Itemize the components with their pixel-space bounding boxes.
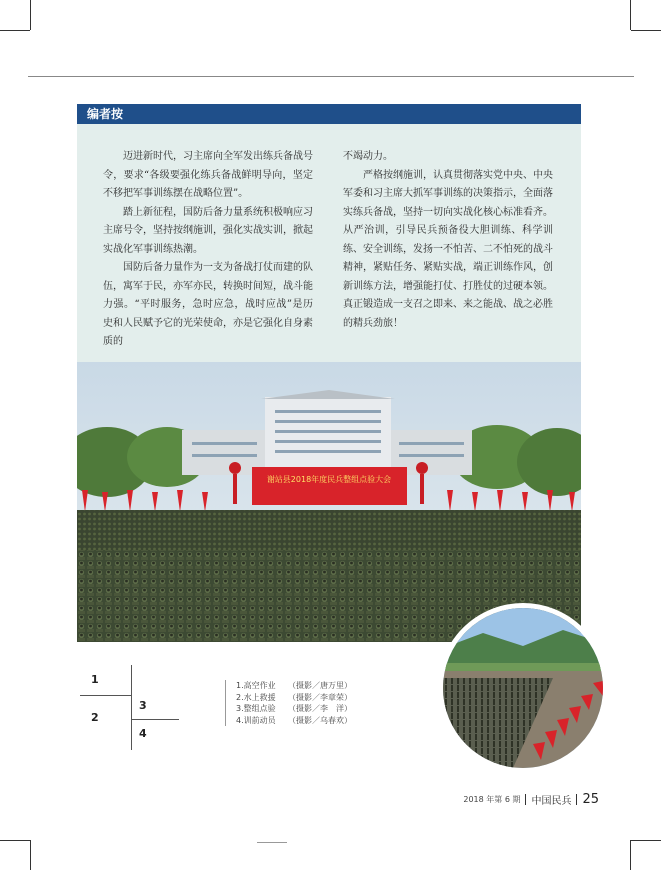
grid-line (131, 719, 179, 720)
paragraph: 不竭动力。 (343, 151, 393, 162)
layout-number: 1 (91, 673, 99, 686)
crop-mark (30, 0, 31, 30)
header-rule (28, 76, 634, 77)
editor-note-left-column (103, 148, 313, 352)
editor-note-right-column (343, 148, 553, 333)
stage-banner-text: 谢站县2018年度民兵整组点验大会 (266, 475, 392, 484)
caption-row (236, 715, 352, 727)
crop-mark (631, 30, 661, 31)
main-photo (77, 362, 581, 642)
crop-mark (630, 0, 631, 30)
photo-captions (225, 680, 352, 726)
paragraph: 严格按纲施训，认真贯彻落实党中央、中央军委和习主席大抓军事训练的决策指示，全面落实练兵备战，坚持一切向实战化核心标准看齐。从严治训，引导民兵预备役大胆训练、科学训练、安全训练，发扬一不怕苦、二不怕死的战斗精神，紧贴任务、紧贴实战，端正训练作风，创新训练方法，增强能打仗、打胜仗的过硬本领。真正锻造成一支召之即来、来之能战、战之必胜的精兵劲旅！ (343, 169, 553, 329)
caption-label: 2.水上救援 (236, 692, 276, 702)
editor-note-title: 编者按 (87, 107, 124, 121)
caption-label: 3.整组点验 (236, 704, 276, 713)
layout-number: 4 (139, 727, 147, 740)
page-footer (463, 792, 599, 807)
grid-line (80, 695, 132, 696)
caption-credit: （摄影／乌春欢） (288, 715, 352, 725)
crop-mark (0, 840, 30, 841)
caption-credit: （摄影／唐万里） (288, 681, 352, 690)
circular-photo (438, 603, 608, 773)
crop-mark (30, 840, 31, 870)
magazine-name: 中国民兵 (531, 796, 572, 807)
paragraph: 国防后备力量作为一支为备战打仗而建的队伍，寓军于民，亦军亦民，转换时间短，战斗能力强。“平时服务，急时应急，战时应战”是历史和人民赋予它的光荣使命，亦是它强化自身素质的 (103, 262, 313, 347)
caption-row (236, 692, 352, 704)
caption-label: 1.高空作业 (236, 681, 276, 690)
layout-number: 3 (139, 699, 147, 712)
crop-mark (0, 30, 30, 31)
bottom-rule (257, 842, 287, 843)
caption-label: 4.训前动员 (236, 715, 276, 725)
caption-credit: （摄影／李章荣） (288, 692, 352, 702)
caption-row (236, 680, 352, 692)
caption-row (236, 703, 352, 715)
crop-mark (631, 840, 661, 841)
paragraph: 迈进新时代，习主席向全军发出练兵备战号令，要求“各级要强化练兵备战鲜明导向，坚定不移把军事训练摆在战略位置”。 (103, 151, 313, 199)
editor-note-title-bar (77, 104, 581, 124)
crop-mark (630, 840, 631, 870)
page-number: 25 (582, 792, 599, 807)
grid-line (131, 665, 132, 750)
footer-separator (576, 794, 577, 805)
layout-number: 2 (91, 711, 99, 724)
issue-label: 2018 年第 6 期 (463, 795, 521, 804)
caption-credit: （摄影／李 洋） (288, 704, 352, 713)
footer-separator (525, 794, 526, 805)
paragraph: 踏上新征程，国防后备力量系统积极响应习主席号令，坚持按纲施训，强化实战实训，掀起实战化军事训练热潮。 (103, 206, 313, 255)
